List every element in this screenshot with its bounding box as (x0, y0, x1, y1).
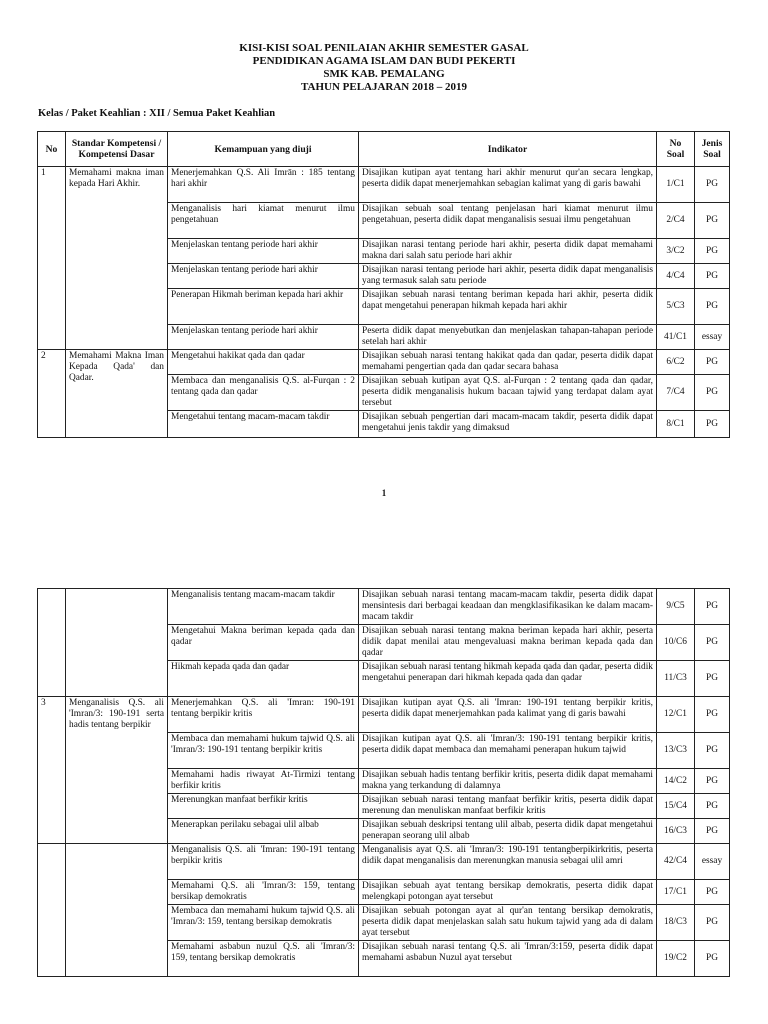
table-row (38, 844, 730, 880)
cell-jenis-soal: PG (695, 411, 730, 438)
cell-no-soal: 14/C2 (657, 769, 695, 794)
cell-no-soal: 7/C4 (657, 375, 695, 411)
cell-kemampuan: Mengetahui Makna beriman kepada qada dan qadar (168, 625, 359, 661)
cell-jenis-soal: PG (695, 941, 730, 977)
title-line-3: SMK KAB. PEMALANG (323, 68, 445, 80)
cell-kemampuan: Mengetahui hakikat qada dan qadar (168, 350, 359, 375)
cell-no-soal: 3/C2 (657, 239, 695, 264)
cell-kompetensi-dasar: Memahami Makna Iman Kepada Qada' dan Qadar. (66, 350, 168, 438)
cell-indikator: Disajikan kutipan ayat Q.S. ali 'Imran: 190-191 tentang berpikir kritis, peserta didik dapat menerjemahkan pada kalimat yang di garis bawahi (359, 697, 657, 733)
cell-jenis-soal: PG (695, 375, 730, 411)
cell-no: 2 (38, 350, 66, 438)
cell-no-soal: 41/C1 (657, 325, 695, 350)
cell-jenis-soal: PG (695, 625, 730, 661)
cell-no-soal: 10/C6 (657, 625, 695, 661)
table-row (38, 350, 730, 375)
cell-jenis-soal: PG (695, 589, 730, 625)
cell-jenis-soal: PG (695, 203, 730, 239)
cell-no-soal: 11/C3 (657, 661, 695, 697)
cell-indikator: Disajikan sebuah narasi tentang Q.S. ali 'Imran/3:159, peserta didik dapat memahami asbabun Nuzul ayat tersebut (359, 941, 657, 977)
cell-kemampuan: Menjelaskan tentang periode hari akhir (168, 325, 359, 350)
cell-indikator: Disajikan sebuah narasi tentang makna beriman kepada hari akhir, peserta didik dapat menilai atau mengevaluasi makna beriman kepada qada dan qadar (359, 625, 657, 661)
cell-indikator: Disajikan sebuah narasi tentang hakikat qada dan qadar, peserta didik dapat memahami pengertian qada dan qadar secara bahasa (359, 350, 657, 375)
cell-jenis-soal: essay (695, 325, 730, 350)
cell-indikator: Disajikan sebuah ayat tentang bersikap demokratis, peserta didik dapat melengkapi potongan ayat tersebut (359, 880, 657, 905)
table-header-row (38, 132, 730, 167)
cell-indikator: Disajikan narasi tentang periode hari akhir, peserta didik dapat menganalisis yang termasuk salah satu periode (359, 264, 657, 289)
cell-no-soal: 13/C3 (657, 733, 695, 769)
cell-kemampuan: Menerapkan perilaku sebagai ulil albab (168, 819, 359, 844)
cell-kompetensi-dasar: Memahami makna iman kepada Hari Akhir. (66, 167, 168, 350)
cell-indikator: Disajikan narasi tentang periode hari akhir, peserta didik dapat memahami makna dari salah satu periode hari akhir (359, 239, 657, 264)
cell-indikator: Disajikan sebuah narasi tentang manfaat berfikir kritis, peserta didik dapat merenung dan menuliskan manfaat berfikir kritis (359, 794, 657, 819)
cell-jenis-soal: PG (695, 880, 730, 905)
col-header-indikator: Indikator (359, 132, 657, 167)
kisi-kisi-table-page2 (37, 588, 730, 977)
cell-jenis-soal: essay (695, 844, 730, 880)
cell-jenis-soal: PG (695, 819, 730, 844)
cell-kemampuan: Membaca dan memahami hukum tajwid Q.S. ali 'Imran/3: 190-191 tentang berpikir kritis (168, 733, 359, 769)
cell-no (38, 844, 66, 977)
cell-no (38, 589, 66, 697)
cell-indikator: Disajikan sebuah narasi tentang beriman kepada hari akhir, peserta didik dapat mengetahui penerapan hikmah kepada hari akhir (359, 289, 657, 325)
cell-kemampuan: Menganalisis tentang macam-macam takdir (168, 589, 359, 625)
cell-no-soal: 2/C4 (657, 203, 695, 239)
cell-indikator: Disajikan sebuah deskripsi tentang ulil albab, peserta didik dapat mengetahui penerapan seorang ulil albab (359, 819, 657, 844)
cell-kemampuan: Menganalisis hari kiamat menurut ilmu pengetahuan (168, 203, 359, 239)
cell-no-soal: 16/C3 (657, 819, 695, 844)
cell-kemampuan: Penerapan Hikmah beriman kepada hari akhir (168, 289, 359, 325)
cell-indikator: Disajikan kutipan ayat Q.S. ali 'Imran/3: 190-191 tentang berpikir kritis, peserta didik dapat membaca dan memahami penerapan hukum tajwid (359, 733, 657, 769)
cell-no-soal: 6/C2 (657, 350, 695, 375)
cell-indikator: Disajikan sebuah narasi tentang hikmah kepada qada dan qadar, peserta didik mengetahui penerapan dari hikmah kepada qada dan qadar (359, 661, 657, 697)
cell-kemampuan: Menerjemahkan Q.S. Ali Imrān : 185 tentang hari akhir (168, 167, 359, 203)
cell-jenis-soal: PG (695, 289, 730, 325)
cell-jenis-soal: PG (695, 264, 730, 289)
table-row (38, 697, 730, 733)
col-header-no-soal: No Soal (657, 132, 695, 167)
cell-jenis-soal: PG (695, 350, 730, 375)
cell-no-soal: 1/C1 (657, 167, 695, 203)
cell-kemampuan: Merenungkan manfaat berfikir kritis (168, 794, 359, 819)
kisi-kisi-table-page1 (37, 131, 730, 438)
cell-jenis-soal: PG (695, 697, 730, 733)
cell-kemampuan: Menjelaskan tentang periode hari akhir (168, 264, 359, 289)
cell-kemampuan: Menerjemahkan Q.S. ali 'Imran: 190-191 tentang berpikir kritis (168, 697, 359, 733)
cell-no-soal: 9/C5 (657, 589, 695, 625)
cell-kompetensi-dasar (66, 844, 168, 977)
cell-kompetensi-dasar: Menganalisis Q.S. ali 'Imran/3: 190-191 serta hadis tentang berpikir (66, 697, 168, 844)
cell-no: 3 (38, 697, 66, 844)
cell-indikator: Disajikan sebuah pengertian dari macam-macam takdir, peserta didik dapat mengetahui jenis takdir yang dimaksud (359, 411, 657, 438)
cell-indikator: Disajikan kutipan ayat tentang hari akhir menurut qur'an secara lengkap, peserta didik dapat menerjemahkan sebagian kalimat yang di garis bawahi (359, 167, 657, 203)
cell-jenis-soal: PG (695, 794, 730, 819)
cell-no-soal: 5/C3 (657, 289, 695, 325)
cell-kemampuan: Mengetahui tentang macam-macam takdir (168, 411, 359, 438)
cell-no-soal: 17/C1 (657, 880, 695, 905)
table-row (38, 589, 730, 625)
cell-kemampuan: Hikmah kepada qada dan qadar (168, 661, 359, 697)
cell-indikator: Disajikan sebuah potongan ayat al qur'an tentang bersikap demokratis, peserta didik dapat menjelaskan salah satu hukum tajwid yang ada di dalam ayat tersebut (359, 905, 657, 941)
cell-jenis-soal: PG (695, 905, 730, 941)
cell-no: 1 (38, 167, 66, 350)
cell-kemampuan: Menganalisis Q.S. ali 'Imran: 190-191 tentang berpikir kritis (168, 844, 359, 880)
title-line-1: KISI-KISI SOAL PENILAIAN AKHIR SEMESTER GASAL (239, 42, 529, 54)
cell-indikator: Menganalisis ayat Q.S. ali 'Imran/3: 190-191 tentangberpikirkritis, peserta didik dapat menganalisis dan merenungkan manusia sebagai ulil amri (359, 844, 657, 880)
col-header-kemampuan: Kemampuan yang diuji (168, 132, 359, 167)
title-line-2: PENDIDIKAN AGAMA ISLAM DAN BUDI PEKERTI (252, 55, 516, 67)
page-gap (0, 520, 768, 588)
cell-kemampuan: Memahami asbabun nuzul Q.S. ali 'Imran/3: 159, tentang bersikap demokratis (168, 941, 359, 977)
cell-no-soal: 15/C4 (657, 794, 695, 819)
cell-indikator: Disajikan sebuah hadis tentang berfikir kritis, peserta didik dapat memahami makna yang terkandung di dalamnya (359, 769, 657, 794)
col-header-jenis-soal: Jenis Soal (695, 132, 730, 167)
cell-jenis-soal: PG (695, 769, 730, 794)
cell-kemampuan: Membaca dan menganalisis Q.S. al-Furqan : 2 tentang qada dan qadar (168, 375, 359, 411)
cell-jenis-soal: PG (695, 733, 730, 769)
document-title (0, 42, 768, 94)
cell-indikator: Disajikan sebuah soal tentang penjelasan hari kiamat menurut ilmu pengetahuan, peserta didik dapat menganalisis sesuai ilmu pengetahuan (359, 203, 657, 239)
document-page-2 (0, 588, 768, 1024)
cell-jenis-soal: PG (695, 167, 730, 203)
cell-kemampuan: Menjelaskan tentang periode hari akhir (168, 239, 359, 264)
cell-kemampuan: Memahami Q.S. ali 'Imran/3: 159, tentang bersikap demokratis (168, 880, 359, 905)
kelas-label: Kelas / Paket Keahlian : XII / Semua Paket Keahlian (38, 108, 276, 119)
col-header-no: No (38, 132, 66, 167)
cell-no-soal: 4/C4 (657, 264, 695, 289)
cell-no-soal: 18/C3 (657, 905, 695, 941)
cell-no-soal: 12/C1 (657, 697, 695, 733)
cell-jenis-soal: PG (695, 661, 730, 697)
cell-indikator: Disajikan sebuah kutipan ayat Q.S. al-Furqan : 2 tentang qada dan qadar, peserta didik menganalisis hukum bacaan tajwid yang terdapat dalam ayat tersebut (359, 375, 657, 411)
cell-no-soal: 42/C4 (657, 844, 695, 880)
page-number: 1 (381, 488, 387, 498)
cell-no-soal: 19/C2 (657, 941, 695, 977)
cell-no-soal: 8/C1 (657, 411, 695, 438)
cell-jenis-soal: PG (695, 239, 730, 264)
title-line-4: TAHUN PELAJARAN 2018 – 2019 (300, 81, 468, 93)
cell-indikator: Disajikan sebuah narasi tentang macam-macam takdir, peserta didik dapat mensintesis dari berbagai keadaan dan mengklasifikasikan ke dalam macam-macam takdir (359, 589, 657, 625)
table-row (38, 167, 730, 203)
cell-indikator: Peserta didik dapat menyebutkan dan menjelaskan tahapan-tahapan periode setelah hari akhir (359, 325, 657, 350)
cell-kemampuan: Memahami hadis riwayat At-Tirmizi tentang berfikir kritis (168, 769, 359, 794)
cell-kemampuan: Membaca dan memahami hukum tajwid Q.S. ali 'Imran/3: 159, tentang bersikap demokratis (168, 905, 359, 941)
cell-kompetensi-dasar (66, 589, 168, 697)
col-header-sk-kd: Standar Kompetensi / Kompetensi Dasar (66, 132, 168, 167)
